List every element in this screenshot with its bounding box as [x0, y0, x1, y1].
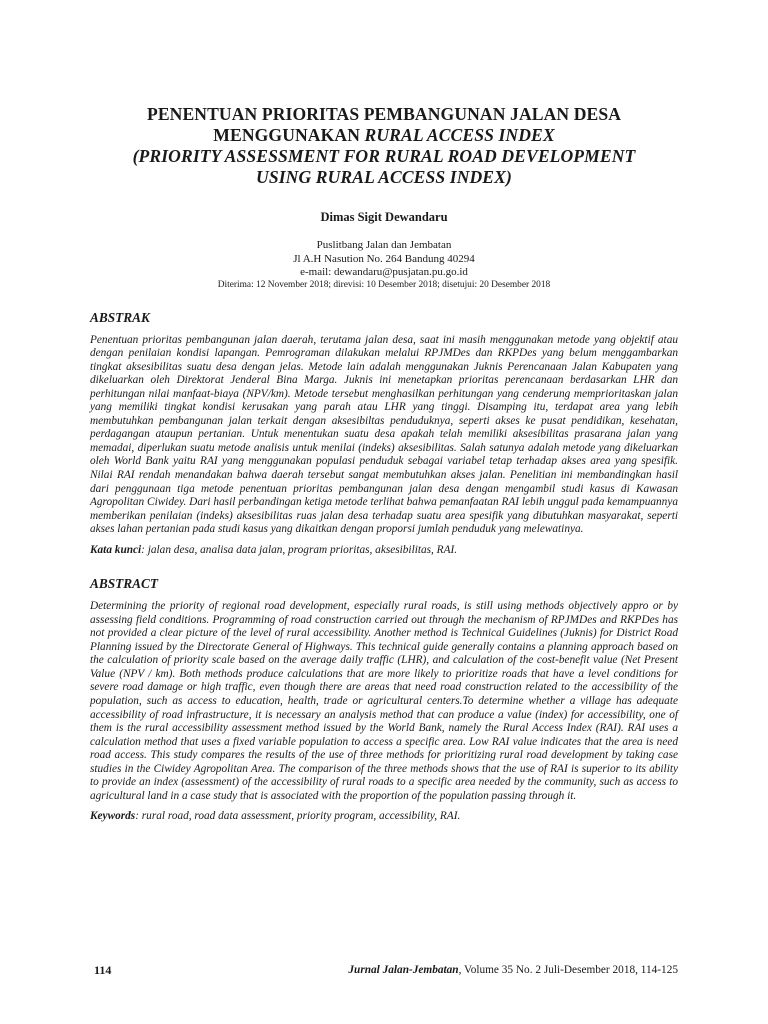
affiliation-email: e-mail: dewandaru@pusjatan.pu.go.id — [300, 266, 468, 278]
title-line-2-italic: RURAL ACCESS INDEX — [364, 125, 555, 145]
abstract-body: Determining the priority of regional road development, especially rural roads, is still using methods objectively appro or by assessing field conditions. Programming of road construction carried out through the mechanism of RPJMDes and RKPDes has not provided a clear picture of the level of rural accessibility. Another method is Technical Guidelines (Juknis) for District Road Planning issued by the Directorate General of Highways. This technical guide generally contains a planning approach based on the calculation of priority scale based on the average daily traffic (LHR), and calculation of the cost-benefit value (Net Present Value (NPV / km). Both methods produce calculations that are more likely to prioritize roads that have a level conditions for severe road damage or high traffic, even though there are areas that need road construction related to the accessibility of the population, such as access to education, health, trade or agricultural centers.To determine whether a village has adequate accessibility of road infrastructure, it is necessary an analysis method that can produce a value (index) for accessibility, one of them is the rural accessibility assessment method issued by the World Bank, namely the Rural Access Index (RAI). RAI uses a calculation method that uses a fixed variable population to access a specific area. Low RAI value indicates that the area is need road access. This study compares the results of the use of three methods for prioritizing rural road development by taking case studies in the Ciwidey Agropolitan Area. The comparison of the three methods shows that the use of RAI is superior to its ability to provide an index (assessment) of the accessibility of rural roads to a specific area needed by the community, such as access to agricultural land in a case study that is associated with the proportion of the population passing through it. — [90, 600, 678, 802]
journal-citation — [348, 963, 678, 977]
title-line-1: PENENTUAN PRIORITAS PEMBANGUNAN JALAN DESA — [146, 104, 622, 124]
title-line-3-italic: (PRIORITY ASSESSMENT FOR RURAL ROAD DEVELOPMENT — [132, 146, 636, 166]
page-number: 114 — [94, 963, 112, 977]
abstract-keywords — [90, 810, 678, 824]
affiliation-block — [90, 239, 678, 291]
title-line-2-prefix: MENGGUNAKAN — [213, 125, 365, 145]
title-line-4 — [90, 167, 678, 188]
journal-name: Jurnal Jalan-Jembatan — [348, 964, 459, 976]
abstrak-body: Penentuan prioritas pembangunan jalan daerah, terutama jalan desa, saat ini masih menggunakan metode yang objektif atau dengan penilaian kondisi lapangan. Pemrograman dilakukan melalui RPJMDes dan RKPDes yang belum menggambarkan tingkat aksesibilitas suatu desa dengan jelas. Metode lain adalah menggunakan Juknis Perencanaan Jalan Kabupaten yang dikeluarkan oleh Direktorat Jenderal Bina Marga. Juknis ini menetapkan prioritas perencanaan berdasarkan LHR dan perhitungan nilai manfaat-biaya (NPV/km). Metode tersebut menghasilkan perhitungan yang cenderung memprioritaskan jalan yang memiliki tingkat kondisi kerusakan yang parah atau LHR yang tinggi. Disamping itu, terdapat area yang lebih membutuhkan pembangunan jalan terkait dengan aksesibiltas penduduknya, seperti akses ke pusat pendidikan, kesehatan, perdagangan ataupun pertanian. Untuk menentukan suatu desa apakah telah memiliki aksesibilitas prasarana jalan yang memadai, diperlukan suatu metode analisis untuk menilai (indeks) aksesibilitas. Salah satunya adalah metode yang dikeluarkan oleh World Bank yaitu RAI yang menggunakan populasi penduduk sebagai variabel tetap terhadap akses area yang spesifik. Nilai RAI rendah menandakan bahwa daerah tersebut sangat membutuhkan akses jalan. Penelitian ini membandingkan hasil dari penggunaan tiga metode penentuan prioritas pembangunan jalan desa dengan mengambil studi kasus di Kawasan Agropolitan Ciwidey. Dari hasil perbandingan ketiga metode terlihat bahwa pemanfaatan RAI lebih unggul pada kemampuannya memberikan penilaian (indeks) aksesibilitas ruas jalan desa terhadap suatu area spesifik yang dibutuhkan masyarakat, seperti akses lahan pertanian pada studi kasus yang dikaitkan dengan proporsi jumlah penduduk yang melewatinya. — [90, 333, 678, 536]
affiliation-address: Jl A.H Nasution No. 264 Bandung 40294 — [293, 252, 475, 265]
title-line-4-italic: USING RURAL ACCESS INDEX) — [256, 167, 512, 187]
paper-title — [90, 104, 678, 188]
affiliation-institution: Puslitbang Jalan dan Jembatan — [316, 239, 452, 251]
abstrak-keywords — [90, 544, 678, 558]
journal-details: , Volume 35 No. 2 Juli-Desember 2018, 114-125 — [458, 964, 678, 976]
author-name: Dimas Sigit Dewandaru — [320, 210, 448, 224]
title-line-3 — [90, 146, 678, 167]
paper-page — [90, 0, 678, 1024]
keywords-text: : rural road, road data assessment, priority program, accessibility, RAI. — [135, 810, 461, 823]
kata-kunci-label: Kata kunci — [90, 543, 142, 556]
abstract-heading: ABSTRACT — [90, 576, 158, 592]
abstrak-heading: ABSTRAK — [90, 309, 150, 325]
submission-dates: Diterima: 12 November 2018; direvisi: 10 Desember 2018; disetujui: 20 Desember 2018 — [217, 279, 551, 290]
keywords-label: Keywords — [90, 810, 136, 823]
title-line-2 — [90, 125, 678, 146]
kata-kunci-text: : jalan desa, analisa data jalan, program prioritas, aksesibilitas, RAI. — [141, 543, 458, 556]
